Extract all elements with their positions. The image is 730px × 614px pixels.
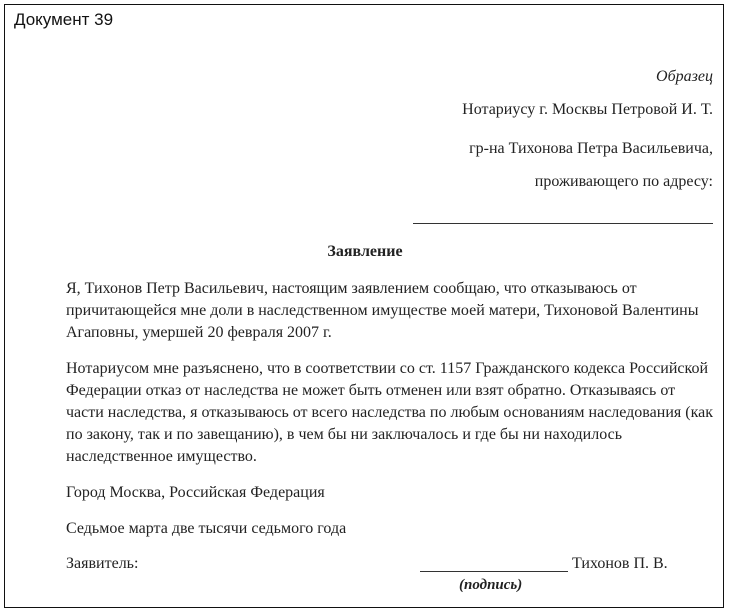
paragraph-explanation: Нотариусом мне разъяснено, что в соответствии со ст. 1157 Гражданского кодекса Российской Федерации отказ от наследства не может быть отменен или взят обратно. Отказываясь от части наследства, я отказываюсь от всего наследства по любым основаниям наследования (как по закону, так и по завещанию), в чем бы ни заключалось и где бы ни находилось наследственное имущество. [66, 360, 713, 465]
signature-line [420, 571, 568, 572]
date-line: Седьмое марта две тысячи седьмого года [66, 520, 347, 537]
paragraph-refusal: Я, Тихонов Петр Васильевич, настоящим заявлением сообщаю, что отказываюсь от причитающейся мне доли в наследственном имуществе моей матери, Тихоновой Валентины Агаповны, умершей 20 февраля 2007 г. [66, 280, 699, 341]
statement-title: Заявление [327, 243, 403, 260]
applicant-label: Заявитель: [66, 555, 139, 572]
signature-caption: (подпись) [459, 577, 523, 593]
place-line: Город Москва, Российская Федерация [66, 484, 325, 501]
sample-label: Образец [656, 68, 713, 85]
address-label: проживающего по адресу: [534, 173, 713, 190]
document-label: Документ 39 [14, 10, 114, 29]
address-blank-line [413, 223, 713, 224]
applicant-from: гр-на Тихонова Петра Васильевича, [469, 140, 713, 157]
notary-addressee: Нотариусу г. Москвы Петровой И. Т. [462, 101, 713, 118]
applicant-name: Тихонов П. В. [572, 555, 668, 572]
